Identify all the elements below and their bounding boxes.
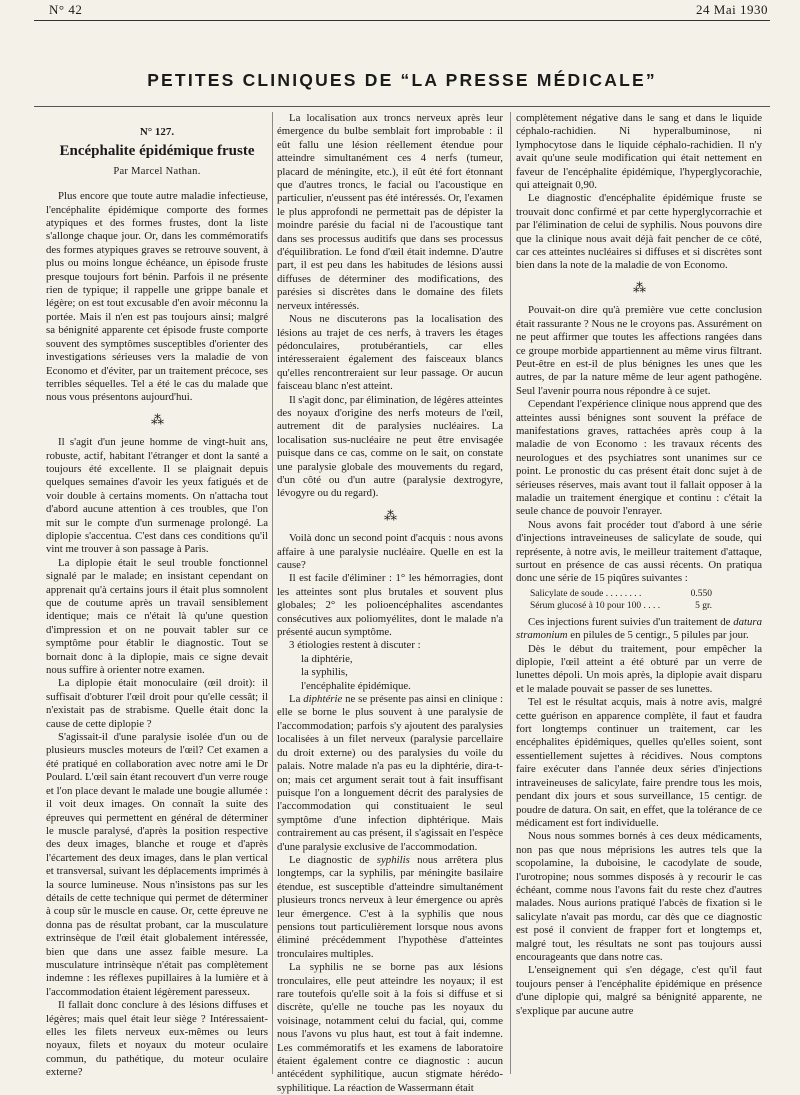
list-item: la diphtérie, [301,652,353,665]
section-masthead: PETITES CLINIQUES DE “LA PRESSE MÉDICALE” [147,70,657,90]
paragraph: Plus encore que toute autre maladie infectieuse, l'encéphalite épidémique comporte des formes atypiques et des formes frustes, dont la liste s'allonge chaque jour. Or, dans les commémoratifs des formes atypiques graves se retrouve souvent, à plus ou moins longue échéance, un épisode fruste presque toujours fort bénin. Parfois il ne présente rien de typique; il rappelle une grippe banale et légère; on est tout excusable d'en avoir méconnu la portée. Mais il n'en est pas toujours ainsi; malgré sa bénignité apparente cet épisode fruste comporte souvent des symptômes susceptibles d'orienter des investigations sérieuses vers la maladie de von Economo et d'éviter, par un traitement précoce, ses terribles séquelles. Tel a été le cas du malade que nous vous présentons aujourd'hui. [46,190,268,404]
formula-line: Salicylate de soude . . . . . . . . 0.550 [530,588,712,599]
list-item: la syphilis, [301,666,348,679]
paragraph: Pouvait-on dire qu'à première vue cette conclusion était rassurante ? Nous ne le croyons pas. Assurément on ne peut affirmer que toutes les affections rangées dans ce groupe morbide appartiennent au même virus filtrant. Peut-être en est-il de plus bénignes les unes que les autres, de par la nature même de leur agent pathogène. Seul l'avenir pourra nous répondre à ce sujet. [516,304,762,397]
column-divider [272,112,273,1074]
header-rule [34,20,770,21]
prescription-formula [530,588,762,612]
paragraph: La localisation aux troncs nerveux après leur émergence du bulbe semblait fort improbable : il eût fallu une lésion réellement étendue pour atteindre simultanément ces 4 nerfs (tumeur, placard de méningite, etc.), il eût été fort étonnant que d'autres troncs, le facial ou l'acoustique en particulier, n'eussent pas été intéressés. Or, l'examen le plus approfondi ne permettait pas de dépister la moindre parésie du facial ni de l'acoustique tant dans ses processus auditifs que dans ses processus d'équilibration. Le fond d'œil était indemne. D'autre part, il est peu dans les habitudes de lésions aussi diffuses de déterminer des modifications, des parésies si discrètes dans le domaine des filets nerveux intéressés. [277,112,503,312]
paragraph: La diplopie était le seul trouble fonctionnel signalé par le malade; en insistant cependant on apprenait qu'à certains jours il était plus somnolent que de coutume après un travail sensiblement identique; mais ce n'était là qu'une question d'impression et on ne pouvait tabler sur ce symptôme pour établir le diagnostic. Tout se bornait donc à la diplopie, mais ce signe devait nous suffire à orienter notre examen. [46,556,268,677]
paragraph: La syphilis ne se borne pas aux lésions tronculaires, elle peut atteindre les noyaux; il est rare toutefois qu'elle soit à la fois si diffuse et si discrète, qu'elle ne touche pas les noyaux du voisinage, notamment celui du facial, qui, comme nous l'avons vu plus haut, est tout à fait indemne. Les commémoratifs et les examens de laboratoire étaient également contre ce diagnostic : aucun antécédent syphilitique, aucun stigmate hérédo-syphilitique. La réaction de Wassermann était [277,961,503,1094]
paragraph: Dès le début du traitement, pour empêcher la diplopie, l'œil atteint a été obturé par un verre de lunettes dépoli. Un mois après, la diplopie avait disparu et le malade pouvait se passer de ses lunettes. [516,642,762,695]
paragraph: Nous avons fait procéder tout d'abord à une série d'injections intraveineuses de salicylate de soude, qui représente, à notre avis, le meilleur traitement d'attaque, surtout en présence de cas aussi récents. On pratiqua donc une série de 15 piqûres suivantes : [516,518,762,585]
column-3 [516,112,762,1074]
section-separator: ⁂ [384,507,396,523]
paragraph: Tel est le résultat acquis, mais à notre avis, malgré cette guérison en apparence complète, il faut et faudra fort longtemps continuer un traitement, car les encéphalites épidémiques, quelles qu'elles soient, sont essentiellement sujettes à récidives. Nous comptons faire exécuter dans l'année deux séries d'injections intraveineuses de salicylate, faire prendre tous les mois, pendant dix jours et sous surveillance, 15 centigr. de poudre de datura. On sait, en effet, que la tolérance de ce médicament est fort individuelle. [516,696,762,829]
paragraph: Nous ne discuterons pas la localisation des lésions au trajet de ces nerfs, à travers les étages pédonculaires, protubérantiels, car elles intéresseraient également des faisceaux blancs qu'elles rencontreraient sur leur passage. Or aucun faisceau blanc n'est atteint. [277,313,503,393]
issue-date: 24 Mai 1930 [696,2,768,17]
list-item: l'encéphalite épidémique. [301,679,411,692]
paragraph: Le diagnostic de syphilis nous arrêtera plus longtemps, car la syphilis, par méningite basilaire étendue, est susceptible d'atteindre simultanément plusieurs troncs nerveux à leur émergence ou après leur émergence. C'est à la syphilis que nous pensions tout particulièrement lorsque nous avons éliminé précédemment l'hypothèse d'atteintes tronculaires multiples. [277,853,503,960]
paragraph: Le diagnostic d'encéphalite épidémique fruste se trouvait donc confirmé et par cette hyperglycorrachie et par l'élimination de celui de syphilis. Nous pouvons dire que la clinique nous avait déjà fait pencher de ce côté, car ces atteintes nucléaires si diffuses et si discrètes sont bien dans la note de la maladie de von Economo. [516,192,762,272]
issue-number: N° 42 [49,2,83,17]
paragraph: La diplopie était monoculaire (œil droit): il suffisait d'obturer l'œil droit pour qu'elle cessât; il n'existait pas de strabisme. Quelle était donc la cause de cette diplopie ? [46,677,268,730]
paragraph: complètement négative dans le sang et dans le liquide céphalo-rachidien. Ni hyperalbuminose, ni lymphocytose dans le liquide céphalo-rachidien. Il n'y avait qu'une seule modification qui était nettement en faveur de l'encéphalite épidémique, l'hyperglycorachie, qui atteignait 0,90. [516,112,762,192]
column-divider [510,112,511,1074]
paragraph: Il fallait donc conclure à des lésions diffuses et légères; mais quel était leur siège ? Intéressaient-elles les filets nerveux eux-mêmes ou leurs noyaux, filets et noyaux du moteur oculaire commun, du pathétique, du moteur oculaire externe? [46,999,268,1079]
article-number: N° 127. [139,126,175,138]
paragraph: Cependant l'expérience clinique nous apprend que des atteintes aussi bénignes sont souvent la préface de manifestations graves, rattachées après coup à la maladie de von Economo : les travaux récents des neurologues et des psychiatres sont unanimes sur ce point. Le pronostic du cas présent était donc sujet à de sérieuses réserves, mais avant tout il fallait opposer à la maladie un traitement énergique et continu : c'était la seule chance de pouvoir l'enrayer. [516,398,762,518]
paragraph: Ces injections furent suivies d'un traitement de datura stramonium en pilules de 5 centigr., 5 pilules par jour. [516,615,762,642]
paragraph: Il s'agit d'un jeune homme de vingt-huit ans, robuste, actif, habitant l'étranger et dont la santé a toujours été excellente. Il se plaignait depuis quelques semaines d'avoir les yeux fatigués et de voir double à certains moments. On n'attacha tout d'abord aucune attention à ces troubles, que l'on mit sur le compte d'un surmenage prolongé. La diplopie s'accentua. C'est dans ces conditions qu'il vint me trouver à son passage à Paris. [46,436,268,556]
paragraph: Il s'agit donc, par élimination, de légères atteintes des noyaux d'origine des nerfs moteurs de l'œil, autrement dit de paralysies nucléaires. La localisation sus-nucléaire ne peut être envisagée puisque dans ce cas, comme on le sait, on constate une paralysie globale des mouvements du regard, d'un côté ou d'un autre (paralysie dextrogyre, lévogyre ou du regard). [277,393,503,500]
paragraph: Voilà donc un second point d'acquis : nous avons affaire à une paralysie nucléaire. Quelle en est la cause? [277,532,503,571]
masthead-rule [34,106,770,107]
column-2 [277,112,503,1094]
column-1 [46,112,268,1079]
article-byline: Par Marcel Nathan. [113,165,201,177]
etiology-list [301,653,503,693]
section-separator: ⁂ [633,279,645,295]
paragraph: Nous nous sommes bornés à ces deux médicaments, non pas que nous méprisions les autres tels que la scopolamine, la duboisine, le cacodylate de soude, l'urotropine; nous sommes disposés à y recourir le cas échéant, comme nous l'avons fait du reste chez d'autres malades. Nous aurions pratiqué l'abcès de fixation si le salicylate n'avait pas mordu, car dès que ce diagnostic est posé il convient de frapper fort et longtemps et, malgré tout, les résultats ne sont pas toujours aussi encourageants que dans notre cas. [516,830,762,963]
article-title: Encéphalite épidémique fruste [59,143,255,160]
section-separator: ⁂ [151,411,163,427]
paragraph: L'enseignement qui s'en dégage, c'est qu'il faut toujours penser à l'encéphalite épidémique en présence d'une diplopie qui, malgré sa bénignité apparente, ne s'explique par aucune autre [516,964,762,1017]
formula-line: Sérum glucosé à 10 pour 100 . . . . 5 gr. [530,600,712,611]
paragraph: 3 étiologies restent à discuter : [289,639,421,652]
paragraph: S'agissait-il d'une paralysie isolée d'un ou de plusieurs muscles moteurs de l'œil? Cet examen a été pratiqué en collaboration avec notre ami le Dr Poulard. L'œil sain étant recouvert d'un verre rouge et l'on place devant le malade une bougie allumée : il voit deux images. On connaît la suite des épreuves qui permettent en général de déterminer le muscle paralysé, d'après la position respective des deux images, blanche et rouge et d'après l'écartement des deux images, dans le plan vertical et transversal, suivant les déplacements imprimés à la source lumineuse. Nous n'insistons pas sur les détails de cette technique qui permet de déterminer à coup sûr le muscle en cause. Or, cette épreuve ne donna pas de résultat probant, car la musculature extrinsèque de l'œil était globalement intéressée, bien que dans une assez faible mesure. La musculature intrinsèque n'était pas complètement indemne : les réflexes pupillaires à la lumière et à l'accommodation étaient légèrement paresseux. [46,731,268,998]
paragraph: Il est facile d'éliminer : 1° les hémorragies, dont les atteintes sont plus brutales et souvent plus globales; 2° les polioencéphalites ascendantes consécutives aux poliomyélites, dont le malade n'a présenté aucun symptôme. [277,572,503,639]
paragraph: La diphtérie ne se présente pas ainsi en clinique : elle se borne le plus souvent à une paralysie de l'accommodation; parfois s'y ajoutent des paralysies localisées à un filet nerveux (paralysie parcellaire du droit externe) ou des paralysies du voile du palais. Notre malade n'a pas eu la diphtérie, dira-t-on; mais cet argument serait tout à fait insuffisant puisque l'on a longuement décrit des paralysies de l'accommodation qui constituaient le seul symptôme d'une infection diphtérique. Mais contrairement au cas présent, il s'agissait en l'espèce d'une paralysie exclusive de l'accommodation. [277,693,503,853]
